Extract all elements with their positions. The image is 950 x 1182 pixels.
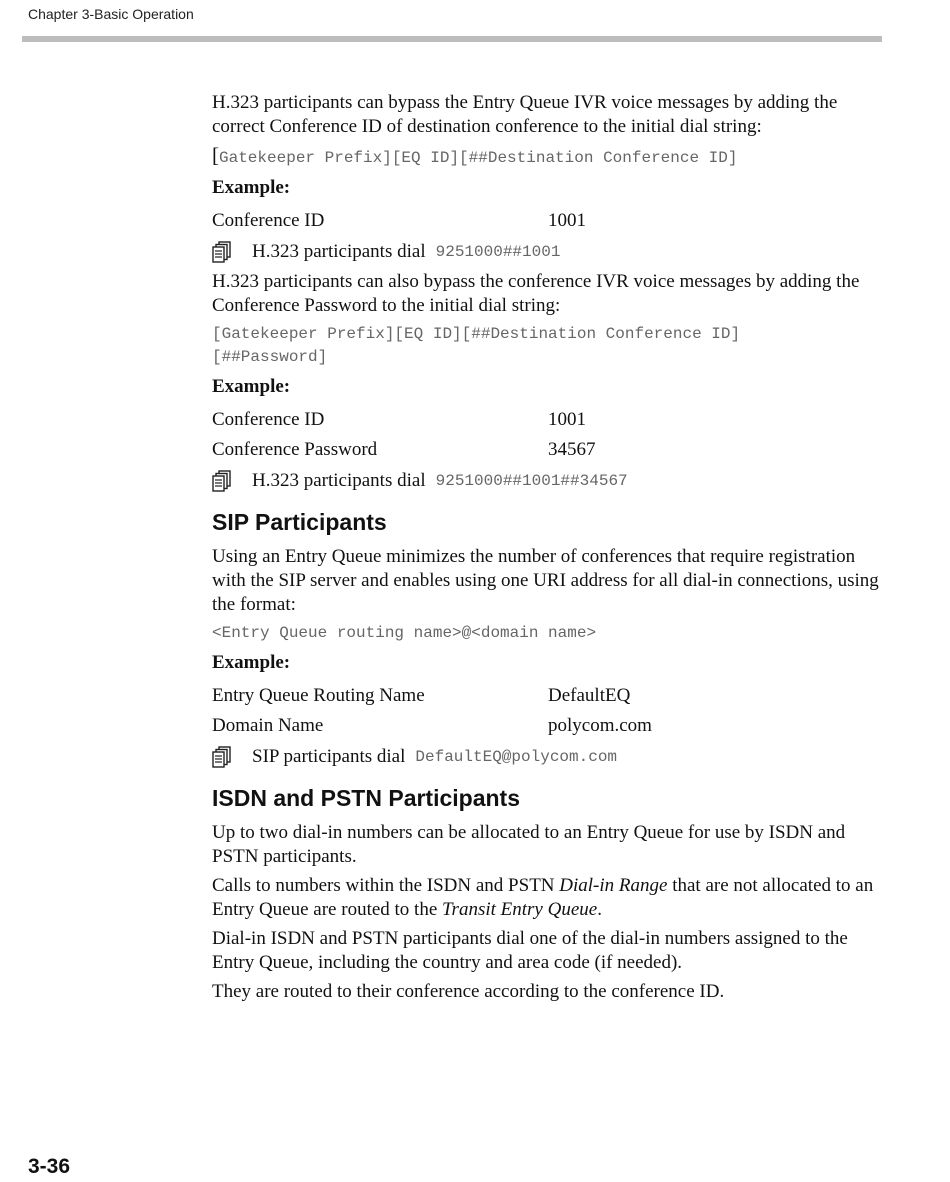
example-key: Domain Name [212, 715, 324, 736]
section-heading-sip: SIP Participants [212, 509, 387, 535]
h323-dial-format [212, 144, 892, 170]
h323-password-format: [Gatekeeper Prefix][EQ ID][##Destination Conference ID][##Password] [212, 325, 741, 366]
note-text: H.323 participants dial [252, 470, 426, 491]
note-code: DefaultEQ@polycom.com [415, 748, 618, 766]
isdn-para-1: Up to two dial-in numbers can be allocated to an Entry Queue for use by ISDN and PSTN participants. [212, 822, 846, 867]
notepad-icon [212, 240, 252, 264]
isdn-para-3: Dial-in ISDN and PSTN participants dial one of the dial-in numbers assigned to the Entry Queue, including the country and area code (if needed). [212, 928, 848, 973]
example-key: Conference ID [212, 409, 325, 430]
h323-intro: H.323 participants can bypass the Entry Queue IVR voice messages by adding the correct Conference ID of destination conference to the initial dial string: [212, 92, 838, 137]
dial-in-range-term: Dial-in Range [559, 875, 668, 896]
example-row [212, 206, 892, 236]
example-key: Conference ID [212, 210, 325, 231]
example-row [212, 405, 892, 435]
isdn-para-4: They are routed to their conference according to the conference ID. [212, 981, 725, 1002]
dial-format-text: Gatekeeper Prefix][EQ ID][##Destination Conference ID] [219, 149, 738, 167]
note-row [212, 465, 892, 497]
example-label: Example: [212, 652, 291, 673]
example-value: 1001 [548, 409, 586, 430]
page-body [212, 91, 892, 1009]
sip-intro: Using an Entry Queue minimizes the number of conferences that require registration with the SIP server and enables using one URI address for all dial-in connections, using the format: [212, 546, 879, 615]
sip-format: <Entry Queue routing name>@<domain name> [212, 624, 597, 642]
isdn-para-2 [212, 874, 892, 922]
example-key: Entry Queue Routing Name [212, 685, 425, 706]
notepad-icon [212, 469, 252, 493]
isdn-para-2-text: that are not allocated to an Entry Queue are routed to the [212, 875, 874, 920]
isdn-para-2-text: . [597, 899, 602, 920]
isdn-para-2-text: Calls to numbers within the ISDN and PSTN [212, 875, 560, 896]
note-row [212, 236, 892, 268]
example-value: DefaultEQ [548, 685, 631, 706]
page-number: 3-36 [28, 1155, 71, 1178]
example-label: Example: [212, 177, 291, 198]
header-rule [22, 36, 882, 42]
note-text: SIP participants dial [252, 746, 406, 767]
note-row [212, 741, 892, 773]
example-key: Conference Password [212, 439, 378, 460]
example-row [212, 435, 892, 465]
transit-entry-queue-term: Transit Entry Queue [442, 899, 598, 920]
dial-format-bracket: [ [212, 143, 219, 167]
running-header: Chapter 3-Basic Operation [28, 6, 194, 22]
example-value: 1001 [548, 210, 586, 231]
example-label: Example: [212, 376, 291, 397]
example-value: polycom.com [548, 715, 652, 736]
h323-password-intro: H.323 participants can also bypass the conference IVR voice messages by adding the Conference Password to the initial dial string: [212, 271, 860, 316]
example-row [212, 711, 892, 741]
example-row [212, 681, 892, 711]
example-value: 34567 [548, 439, 596, 460]
note-code: 9251000##1001##34567 [435, 472, 628, 490]
note-code: 9251000##1001 [435, 243, 561, 261]
notepad-icon [212, 745, 252, 769]
note-text: H.323 participants dial [252, 241, 426, 262]
section-heading-isdn: ISDN and PSTN Participants [212, 785, 521, 811]
